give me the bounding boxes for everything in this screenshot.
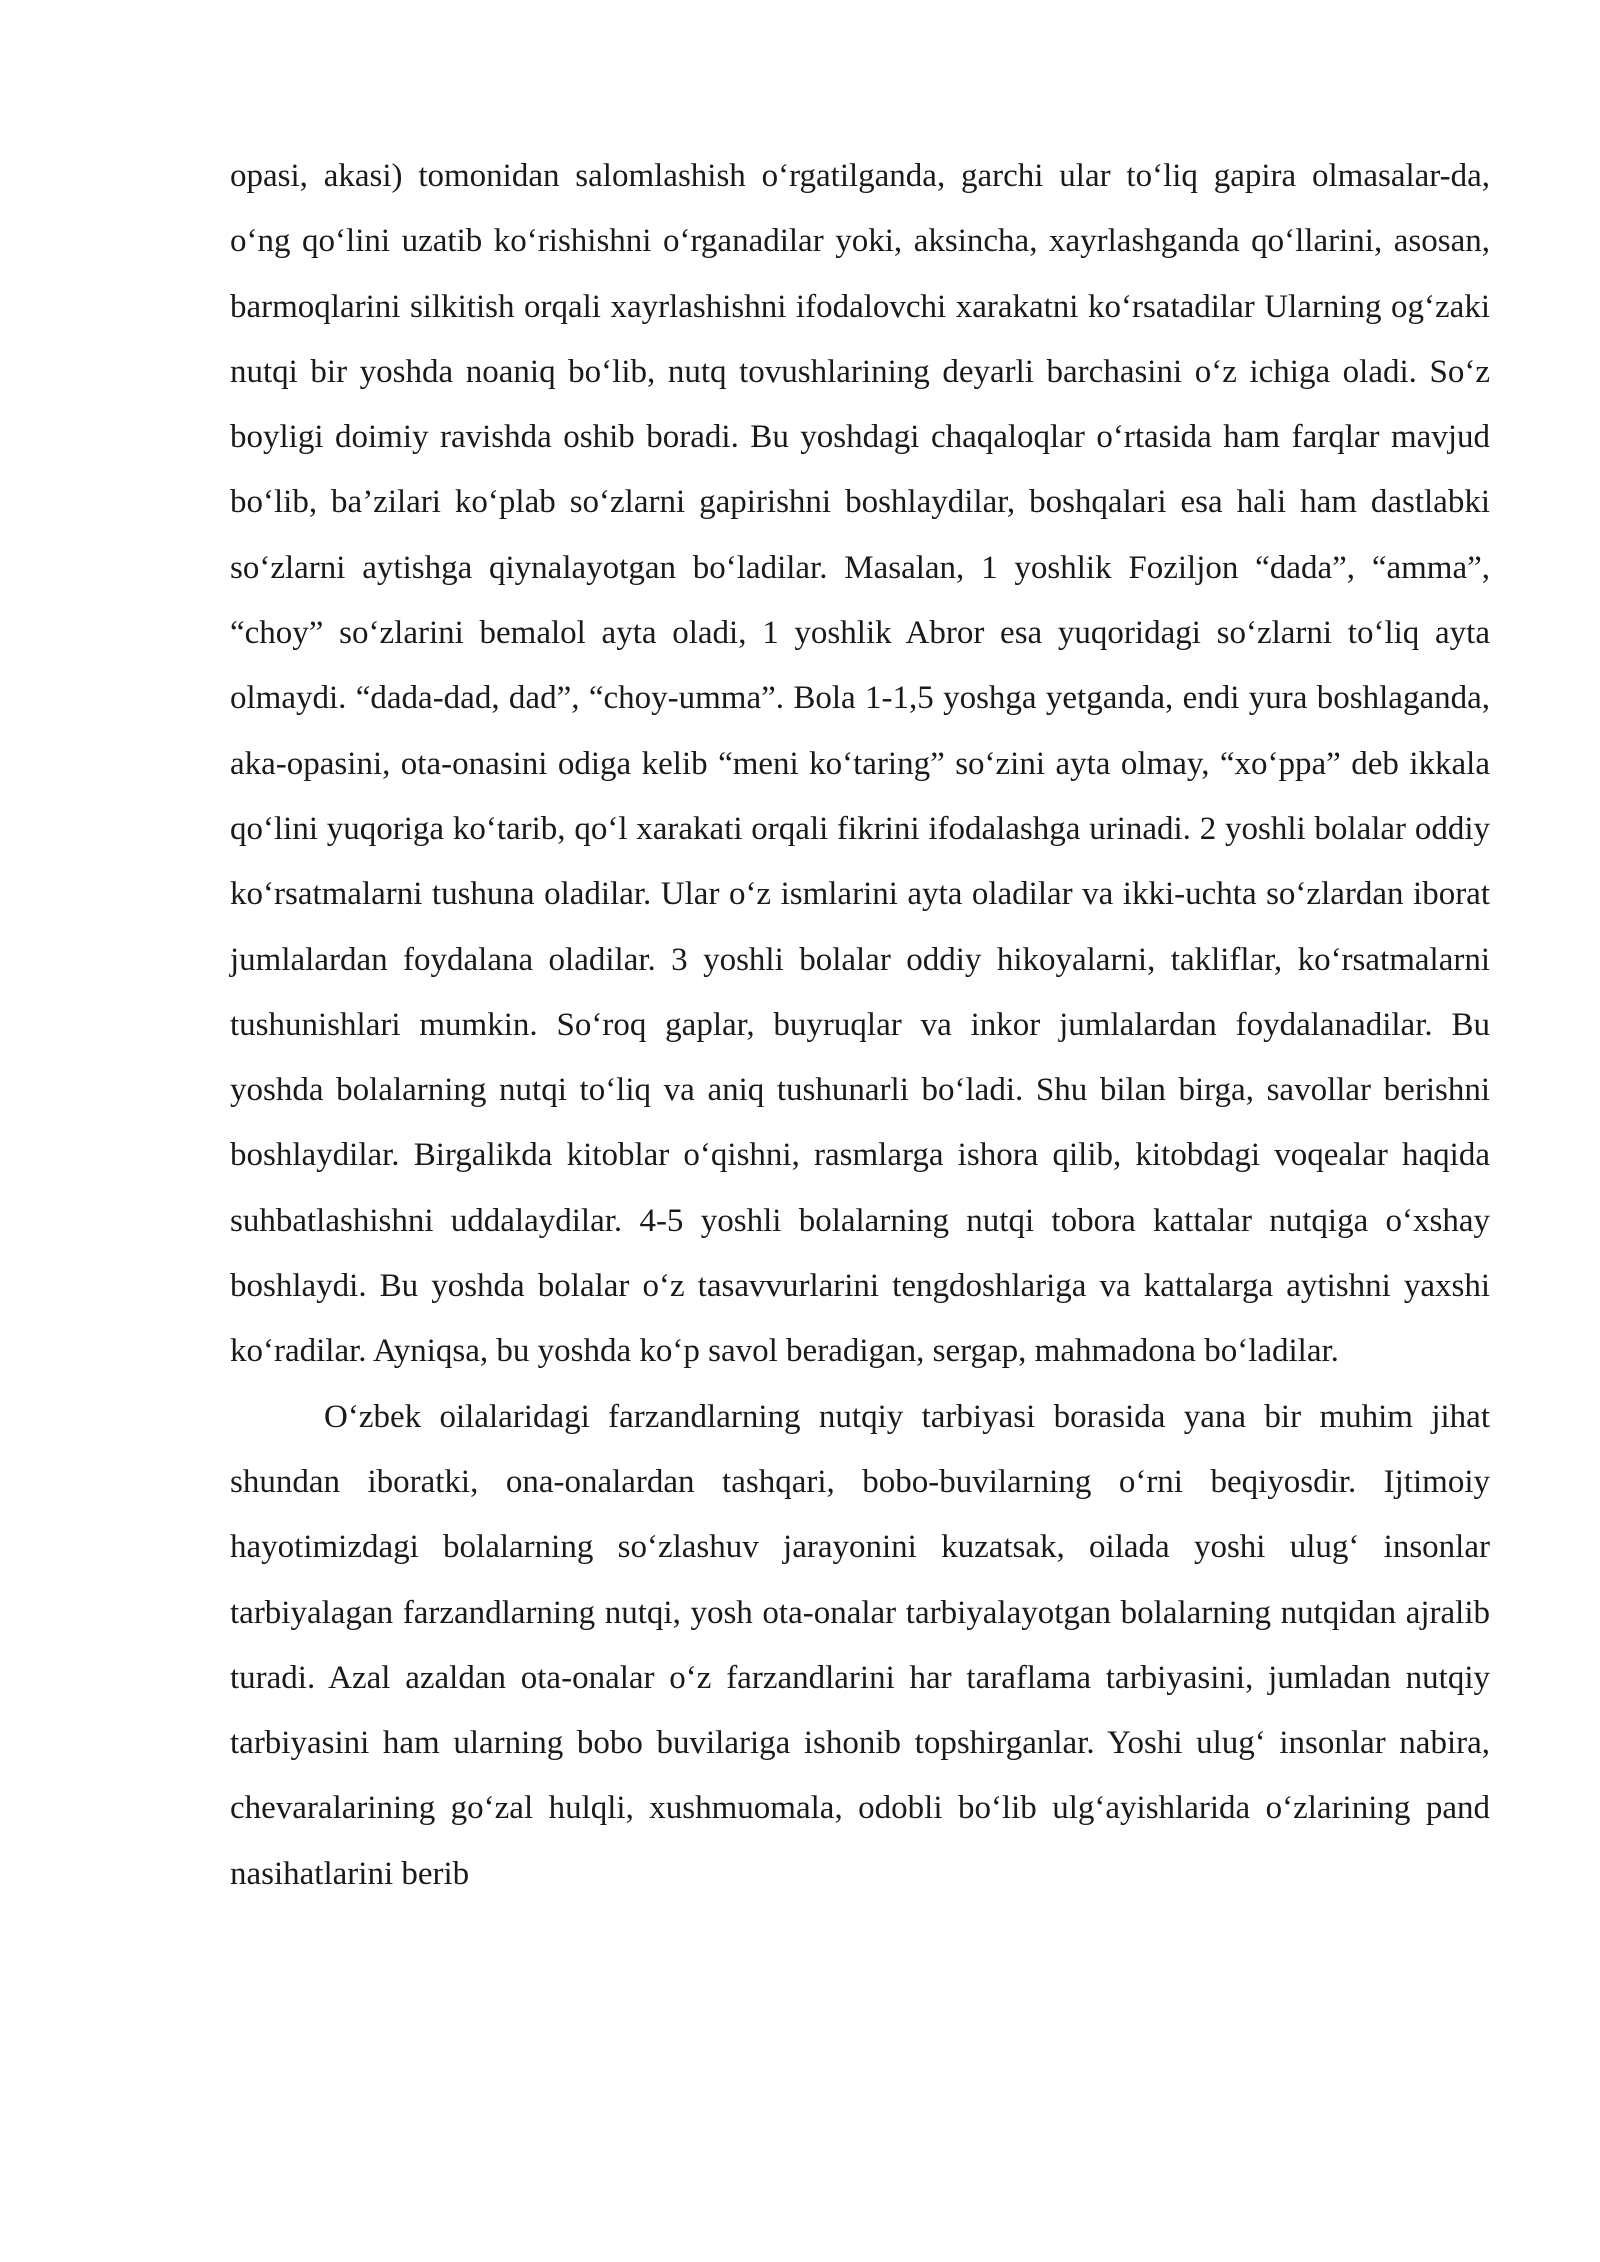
body-text (230, 144, 1490, 1907)
paragraph-2: O‘zbek oilalaridagi farzandlarning nutqiy tarbiyasi borasida yana bir muhim jihat shundan iboratki, ona-onalardan tashqari, bobo-buvilarning o‘rni beqiyosdir. Ijtimoiy hayotimizdagi bolalarning so‘zlashuv jarayonini kuzatsak, oilada yoshi ulug‘ insonlar tarbiyalagan farzandlarning nutqi, yosh ota-onalar tarbiyalayotgan bolalarning nutqidan ajralib turadi. Azal azaldan ota-onalar o‘z farzandlarini har taraflama tarbiyasini, jumladan nutqiy tarbiyasini ham ularning bobo buvilariga ishonib topshirganlar. Yoshi ulug‘ insonlar nabira, chevaralarining go‘zal hulqli, xushmuomala, odobli bo‘lib ulg‘ayishlarida o‘zlarining pand nasihatlarini berib (230, 1398, 1490, 1892)
paragraph-1: opasi, akasi) tomonidan salomlashish o‘rgatilganda, garchi ular to‘liq gapira olmasalar-da, o‘ng qo‘lini uzatib ko‘rishishni o‘rganadilar yoki, aksincha, xayrlashganda qo‘llarini, asosan, barmoqlarini silkitish orqali xayrlashishni ifodalovchi xarakatni ko‘rsatadilar Ularning og‘zaki nutqi bir yoshda noaniq bo‘lib, nutq tovushlarining deyarli barchasini o‘z ichiga oladi. So‘z boyligi doimiy ravishda oshib boradi. Bu yoshdagi chaqaloqlar o‘rtasida ham farqlar mavjud bo‘lib, ba’zilari ko‘plab so‘zlarni gapirishni boshlaydilar, boshqalari esa hali ham dastlabki so‘zlarni aytishga qiynalayotgan bo‘ladilar. Masalan, 1 yoshlik Foziljon “dada”, “amma”, “choy” so‘zlarini bemalol ayta oladi, 1 yoshlik Abror esa yuqoridagi so‘zlarni to‘liq ayta olmaydi. “dada-dad, dad”, “choy-umma”. Bola 1-1,5 yoshga yetganda, endi yura boshlaganda, aka-opasini, ota-onasini odiga kelib “meni ko‘taring” so‘zini ayta olmay, “xo‘ppa” deb ikkala qo‘lini yuqoriga ko‘tarib, qo‘l xarakati orqali fikrini ifodalashga urinadi. 2 yoshli bolalar oddiy ko‘rsatmalarni tushuna oladilar. Ular o‘z ismlarini ayta oladilar va ikki-uchta so‘zlardan iborat jumlalardan foydalana oladilar. 3 yoshli bolalar oddiy hikoyalarni, takliflar, ko‘rsatmalarni tushunishlari mumkin. So‘roq gaplar, buyruqlar va inkor jumlalardan foydalanadilar. Bu yoshda bolalarning nutqi to‘liq va aniq tushunarli bo‘ladi. Shu bilan birga, savollar berishni boshlaydilar. Birgalikda kitoblar o‘qishni, rasmlarga ishora qilib, kitobdagi voqealar haqida suhbatlashishni uddalaydilar. 4-5 yoshli bolalarning nutqi tobora kattalar nutqiga o‘xshay boshlaydi. Bu yoshda bolalar o‘z tasavvurlarini tengdoshlariga va kattalarga aytishni yaxshi ko‘radilar. Ayniqsa, bu yoshda ko‘p savol beradigan, sergap, mahmadona bo‘ladilar. (230, 158, 1490, 1370)
